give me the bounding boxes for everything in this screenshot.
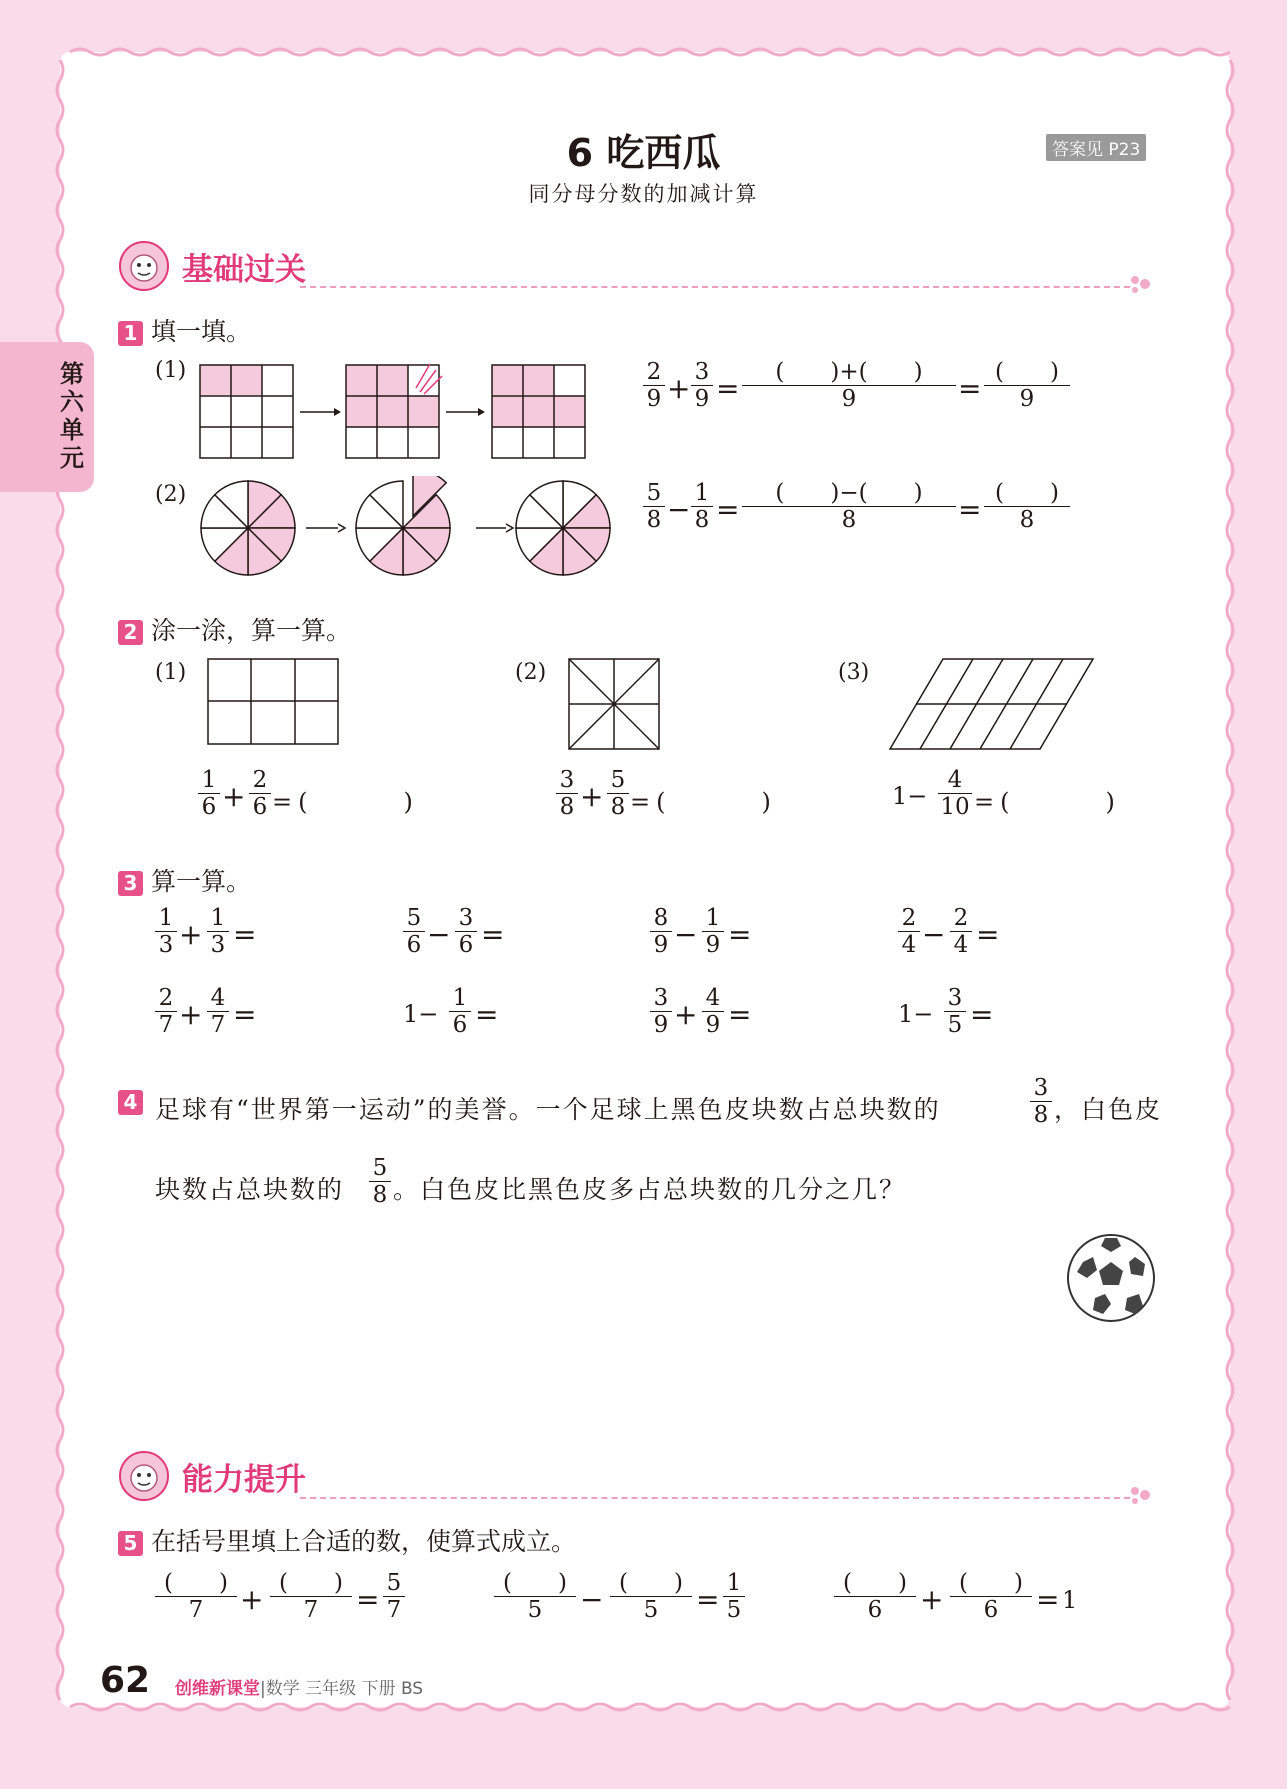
fraction: $\frac{2}{4}$ — [898, 905, 920, 958]
operator: + — [667, 372, 691, 405]
operator: + — [240, 1583, 264, 1616]
question-3-title — [118, 862, 251, 898]
question-number: 5 — [118, 1531, 143, 1556]
answer-reference-badge: 答案见 P23 — [1046, 134, 1146, 161]
equals-sign[interactable]: = — [976, 918, 1000, 951]
equals-sign: = — [696, 1583, 720, 1616]
operator: − — [922, 918, 946, 951]
fraction: $\frac{5}{7}$ — [383, 1570, 405, 1623]
operator: − — [427, 918, 451, 951]
soccer-ball-icon — [1065, 1232, 1157, 1324]
result-integer: 1 — [1062, 1586, 1078, 1614]
question-text: 填一填。 — [151, 317, 252, 346]
operator: + — [920, 1583, 944, 1616]
blank-fraction[interactable]: ( ) 7 — [270, 1570, 352, 1623]
brand-name: 创维新课堂 — [175, 1679, 260, 1699]
monkey-mascot-icon — [116, 240, 174, 292]
question-number: 2 — [118, 620, 143, 645]
question-4-title — [118, 1090, 143, 1115]
answer-blank[interactable]: =( ) — [272, 788, 419, 816]
rectangle-six-parts[interactable] — [205, 656, 345, 748]
lesson-title: 6 吃西瓜 — [566, 131, 721, 175]
q4-line1-end: ，白色皮 — [1054, 1095, 1163, 1124]
q4-line2-start: 块数占总块数的 — [155, 1175, 345, 1204]
question-text: 算一算。 — [151, 867, 252, 896]
question-number: 1 — [118, 321, 143, 346]
fraction: $\frac{3}{9}$ — [691, 359, 713, 412]
blank-fraction[interactable]: ( ) 9 — [984, 359, 1070, 412]
equals-sign: = — [958, 372, 982, 405]
question-5-title — [118, 1522, 576, 1558]
fraction: $\frac{4}{7}$ — [207, 985, 229, 1038]
question-1-title — [118, 312, 251, 348]
q4-line1: 足球有“世界第一运动”的美誉。一个足球上黑色皮块数占总块数的 — [155, 1095, 941, 1124]
page-number: 62 — [100, 1660, 151, 1701]
fraction: $\frac{3}{8}$ — [556, 767, 578, 820]
fraction: $\frac{2}{9}$ — [643, 359, 665, 412]
equals-sign[interactable]: = — [728, 998, 752, 1031]
blank-fraction[interactable]: ( ) 7 — [155, 1570, 237, 1623]
fraction: $\frac{4}{10}$ — [938, 767, 972, 820]
operator: + — [580, 780, 604, 813]
equals-sign: = — [356, 1583, 380, 1616]
fraction: $\frac{5}{8}$ — [643, 480, 665, 533]
fraction: $\frac{1}{9}$ — [702, 905, 724, 958]
whole-one-minus: 1− — [892, 782, 928, 810]
monkey-mascot-icon — [116, 1450, 174, 1502]
equals-sign[interactable]: = — [481, 918, 505, 951]
part-label: (1) — [155, 358, 187, 383]
equals-sign[interactable]: = — [233, 918, 257, 951]
blank-fraction[interactable]: ( )+( ) 9 — [742, 359, 956, 412]
blank-fraction[interactable]: ( ) 5 — [610, 1570, 692, 1623]
answer-blank[interactable]: =( ) — [630, 788, 777, 816]
fraction: $\frac{5}{6}$ — [403, 905, 425, 958]
operator: + — [179, 998, 203, 1031]
lesson-subtitle: 同分母分数的加减计算 — [528, 182, 759, 206]
fraction: $\frac{3}{8}$ — [1030, 1075, 1052, 1128]
equals-sign[interactable]: = — [728, 918, 752, 951]
answer-blank[interactable]: =( ) — [974, 788, 1121, 816]
blank-fraction[interactable]: ( )−( ) 8 — [742, 480, 956, 533]
blank-fraction[interactable]: ( ) 6 — [834, 1570, 916, 1623]
question-2-title — [118, 611, 351, 647]
fraction: $\frac{1}{3}$ — [155, 905, 177, 958]
circle-watermelon-diagram — [198, 476, 618, 581]
equals-sign: = — [716, 493, 740, 526]
dots-decoration-icon — [1128, 1483, 1158, 1507]
part-label: (1) — [155, 660, 187, 685]
part-label: (3) — [838, 660, 870, 685]
equals-sign[interactable]: = — [233, 998, 257, 1031]
equals-sign[interactable]: = — [970, 998, 994, 1031]
question-text: 涂一涂，算一算。 — [151, 616, 352, 645]
parallelogram-ten-parts[interactable] — [888, 656, 1098, 752]
q4-line2-end: 。白色皮比黑色皮多占总块数的几分之几？ — [393, 1175, 907, 1204]
operator: − — [667, 493, 691, 526]
fraction: $\frac{3}{9}$ — [650, 985, 672, 1038]
whole-one-minus: 1− — [898, 1000, 934, 1028]
part-label: (2) — [155, 482, 187, 507]
fraction: $\frac{8}{9}$ — [650, 905, 672, 958]
section-divider — [300, 1497, 1130, 1499]
whole-one-minus: 1− — [403, 1000, 439, 1028]
equals-sign: = — [958, 493, 982, 526]
operator: + — [222, 780, 246, 813]
equals-sign: = — [1036, 1583, 1060, 1616]
fraction: $\frac{5}{8}$ — [607, 767, 629, 820]
question-text: 在括号里填上合适的数，使算式成立。 — [151, 1527, 577, 1556]
fraction: $\frac{2}{4}$ — [950, 905, 972, 958]
section-advanced-heading: 能力提升 — [182, 1462, 306, 1498]
square-eight-parts[interactable] — [566, 656, 664, 752]
blank-fraction[interactable]: ( ) 5 — [494, 1570, 576, 1623]
fraction: $\frac{1}{3}$ — [207, 905, 229, 958]
equals-sign: = — [716, 372, 740, 405]
operator: − — [674, 918, 698, 951]
section-basic-heading: 基础过关 — [182, 252, 306, 288]
equals-sign[interactable]: = — [475, 998, 499, 1031]
question-number: 4 — [118, 1090, 143, 1115]
fraction: $\frac{4}{9}$ — [702, 985, 724, 1038]
dots-decoration-icon — [1128, 272, 1158, 296]
grid-watermelon-diagram — [198, 362, 598, 462]
fraction: $\frac{1}{8}$ — [691, 480, 713, 533]
fraction: $\frac{2}{7}$ — [155, 985, 177, 1038]
operator: − — [580, 1583, 604, 1616]
question-number: 3 — [118, 871, 143, 896]
blank-fraction[interactable]: ( ) 6 — [950, 1570, 1032, 1623]
blank-fraction[interactable]: ( ) 8 — [984, 480, 1070, 533]
fraction: $\frac{1}{6}$ — [449, 985, 471, 1038]
fraction: $\frac{1}{5}$ — [723, 1570, 745, 1623]
unit-tab-label: 第六单元 — [60, 360, 84, 472]
operator: + — [674, 998, 698, 1031]
fraction: $\frac{3}{5}$ — [944, 985, 966, 1038]
operator: + — [179, 918, 203, 951]
fraction: $\frac{5}{8}$ — [369, 1155, 391, 1208]
book-info: |数学 三年级 下册 BS — [260, 1679, 424, 1699]
footer-info — [175, 1674, 423, 1699]
fraction: $\frac{1}{6}$ — [198, 767, 220, 820]
part-label: (2) — [515, 660, 547, 685]
section-divider — [300, 286, 1130, 288]
fraction: $\frac{2}{6}$ — [249, 767, 271, 820]
fraction: $\frac{3}{6}$ — [455, 905, 477, 958]
